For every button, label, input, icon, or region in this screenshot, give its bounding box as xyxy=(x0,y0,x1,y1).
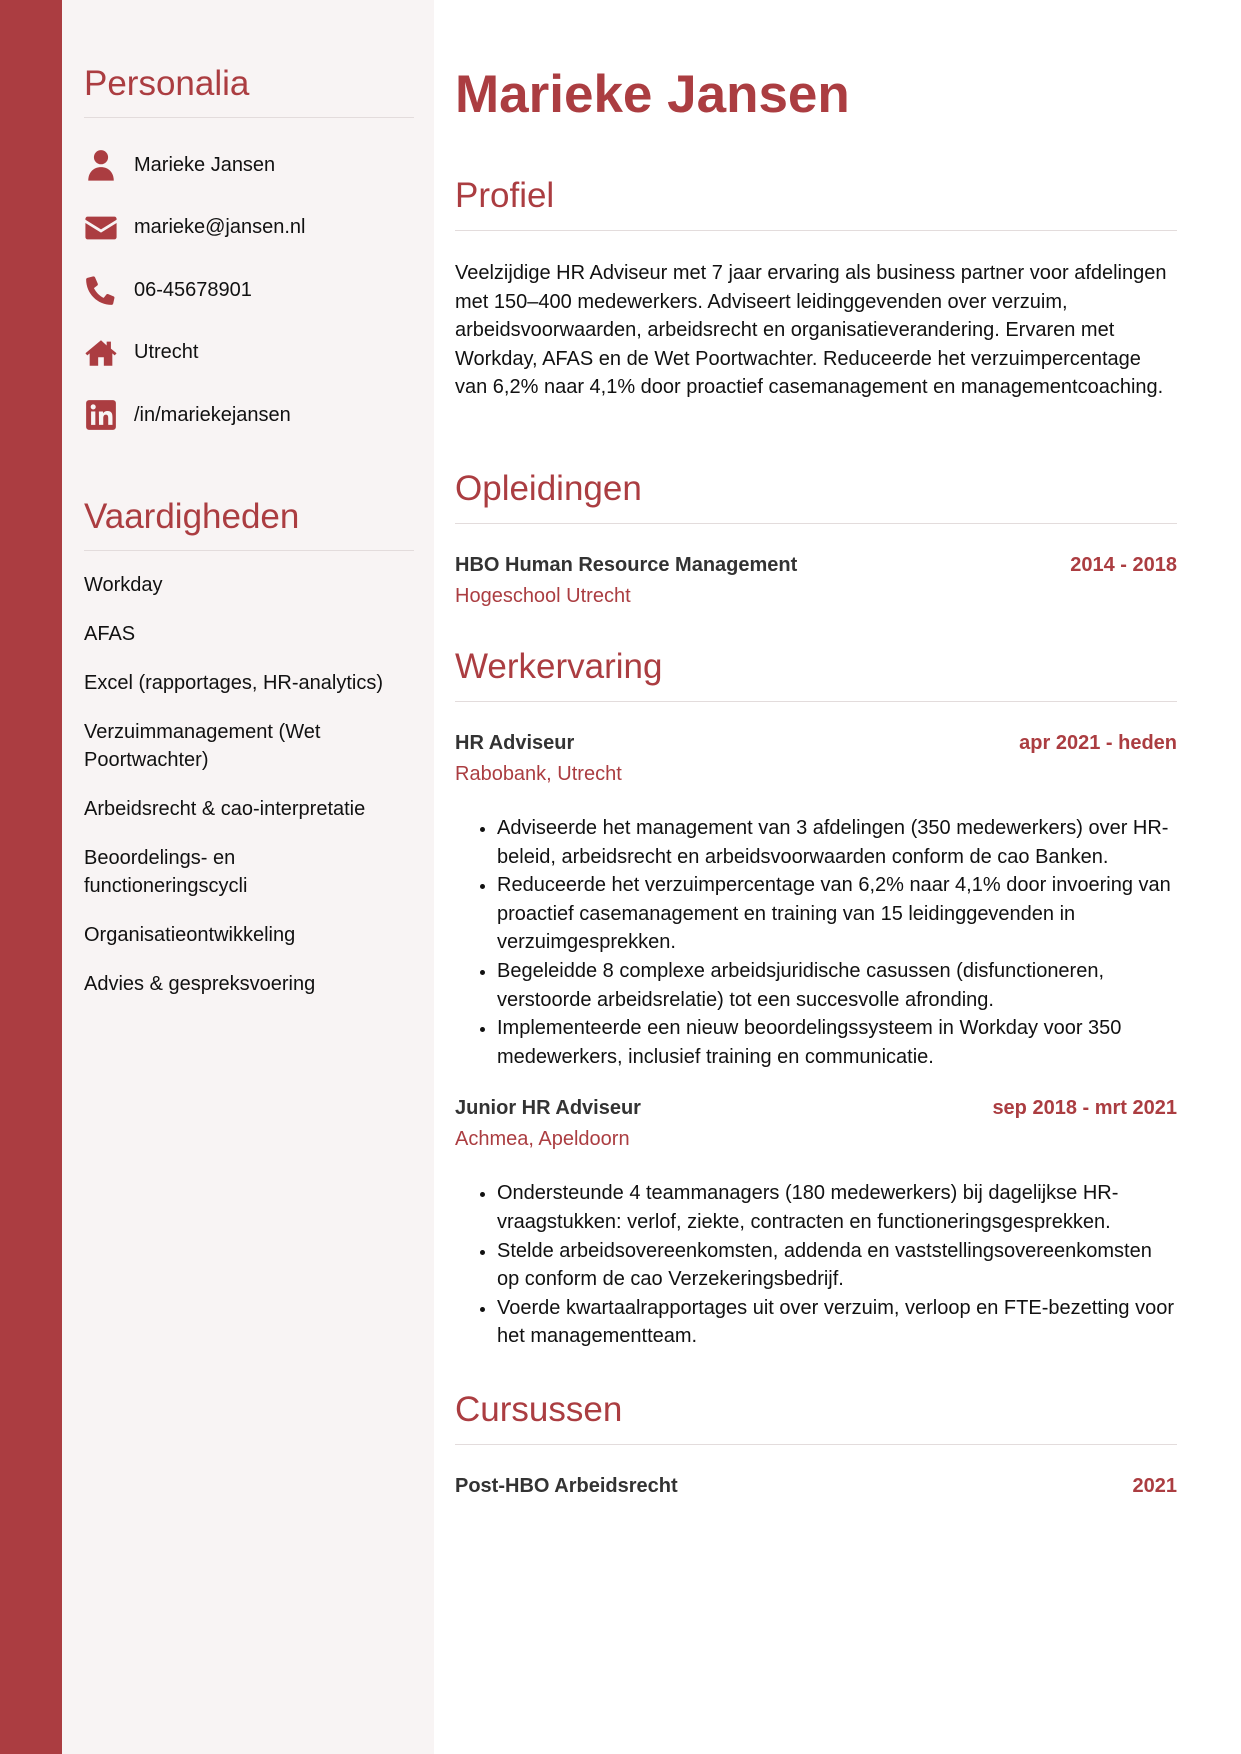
home-icon xyxy=(84,336,118,370)
job-title: Junior HR Adviseur xyxy=(455,1097,641,1120)
job-bullet: • Voerde kwartaalrapportages uit over verzuim, verloop en FTE-bezetting voor het managementteam. xyxy=(497,1294,1177,1351)
contact-location-text: Utrecht xyxy=(134,341,199,364)
job-bullet: • Begeleidde 8 complexe arbeidsjuridische casussen (disfunctioneren, verstoorde arbeidsrelatie) tot een succesvolle afronding. xyxy=(497,957,1177,1014)
candidate-name: Marieke Jansen xyxy=(455,65,850,124)
envelope-icon xyxy=(84,211,118,245)
contact-phone xyxy=(84,259,414,322)
education-institution: Hogeschool Utrecht xyxy=(455,585,631,607)
education-entry xyxy=(455,554,1177,608)
job-date: apr 2021 - heden xyxy=(1019,732,1177,754)
job-date: sep 2018 - mrt 2021 xyxy=(992,1097,1177,1120)
skill-item: Workday xyxy=(84,573,163,596)
job-bullet: • Adviseerde het management van 3 afdelingen (350 medewerkers) over HR-beleid, arbeidsrecht en arbeidsvoorwaarden conform de cao Banken. xyxy=(497,814,1177,871)
job-entry xyxy=(455,1097,1177,1351)
contact-location xyxy=(84,322,414,385)
person-icon xyxy=(84,148,118,182)
job-bullet: • Implementeerde een nieuw beoordelingssysteem in Workday voor 350 medewerkers, inclusief training en communicatie. xyxy=(497,1014,1177,1071)
course-date: 2021 xyxy=(1132,1475,1177,1497)
courses-section xyxy=(455,1390,1177,1498)
education-title: HBO Human Resource Management xyxy=(455,554,798,576)
job-bullets xyxy=(455,814,1177,1071)
experience-section xyxy=(455,647,1177,1351)
skill-item: Advies & gespreksvoering xyxy=(84,972,316,995)
job-title: HR Adviseur xyxy=(455,732,575,754)
phone-icon xyxy=(84,273,118,307)
contact-email-text[interactable]: marieke@jansen.nl xyxy=(134,216,306,239)
courses-heading: Cursussen xyxy=(455,1390,1177,1445)
personalia-heading: Personalia xyxy=(84,64,414,118)
course-title: Post-HBO Arbeidsrecht xyxy=(455,1475,678,1497)
job-company: Achmea, Apeldoorn xyxy=(455,1128,630,1151)
skill-item: Beoordelings- en functioneringscycli xyxy=(84,846,248,897)
education-date: 2014 - 2018 xyxy=(1070,554,1177,576)
course-entry xyxy=(455,1475,1177,1498)
job-bullet: • Stelde arbeidsovereenkomsten, addenda en vaststellingsovereenkomsten op conform de cao Verzekeringsbedrijf. xyxy=(497,1237,1177,1294)
job-company: Rabobank, Utrecht xyxy=(455,763,622,785)
profile-section xyxy=(455,176,1177,402)
profile-heading: Profiel xyxy=(455,176,1177,231)
skill-item: Excel (rapportages, HR-analytics) xyxy=(84,671,383,694)
linkedin-icon xyxy=(84,398,118,432)
education-section xyxy=(455,469,1177,608)
job-bullet: • Reduceerde het verzuimpercentage van 6,2% naar 4,1% door invoering van proactief casemanagement en training van 15 leidinggevenden in verzuimgesprekken. xyxy=(497,871,1177,957)
profile-text: Veelzijdige HR Adviseur met 7 jaar ervaring als business partner voor afdelingen met 150–400 medewerkers. Adviseert leidinggevenden over verzuim, arbeidsvoorwaarden, arbeidsrecht en organisatieverandering. Ervaren met Workday, AFAS en de Wet Poortwachter. Reduceerde het verzuimpercentage van 6,2% naar 4,1% door proactief casemanagement en managementcoaching. xyxy=(455,262,1167,399)
skills-list xyxy=(84,571,414,998)
job-bullet: • Ondersteunde 4 teammanagers (180 medewerkers) bij dagelijkse HR-vraagstukken: verlof, ziekte, contracten en functioneringsgesprekken. xyxy=(497,1179,1177,1236)
job-bullets xyxy=(455,1179,1177,1351)
education-heading: Opleidingen xyxy=(455,469,1177,524)
contact-name xyxy=(84,134,414,197)
skill-item: Arbeidsrecht & cao-interpretatie xyxy=(84,797,366,820)
skills-heading: Vaardigheden xyxy=(84,497,414,551)
contact-linkedin xyxy=(84,384,414,447)
job-entry xyxy=(455,732,1177,1071)
contact-list xyxy=(84,134,414,447)
skill-item: Organisatieontwikkeling xyxy=(84,923,296,946)
experience-heading: Werkervaring xyxy=(455,647,1177,702)
contact-linkedin-text[interactable]: /in/mariekejansen xyxy=(134,403,291,426)
contact-email xyxy=(84,197,414,260)
contact-phone-text: 06-45678901 xyxy=(134,278,252,301)
contact-name-text: Marieke Jansen xyxy=(134,153,276,176)
accent-strip xyxy=(0,0,62,1754)
skill-item: AFAS xyxy=(84,622,136,645)
sidebar xyxy=(62,0,434,1754)
skill-item: Verzuimmanagement (Wet Poortwachter) xyxy=(84,720,321,771)
